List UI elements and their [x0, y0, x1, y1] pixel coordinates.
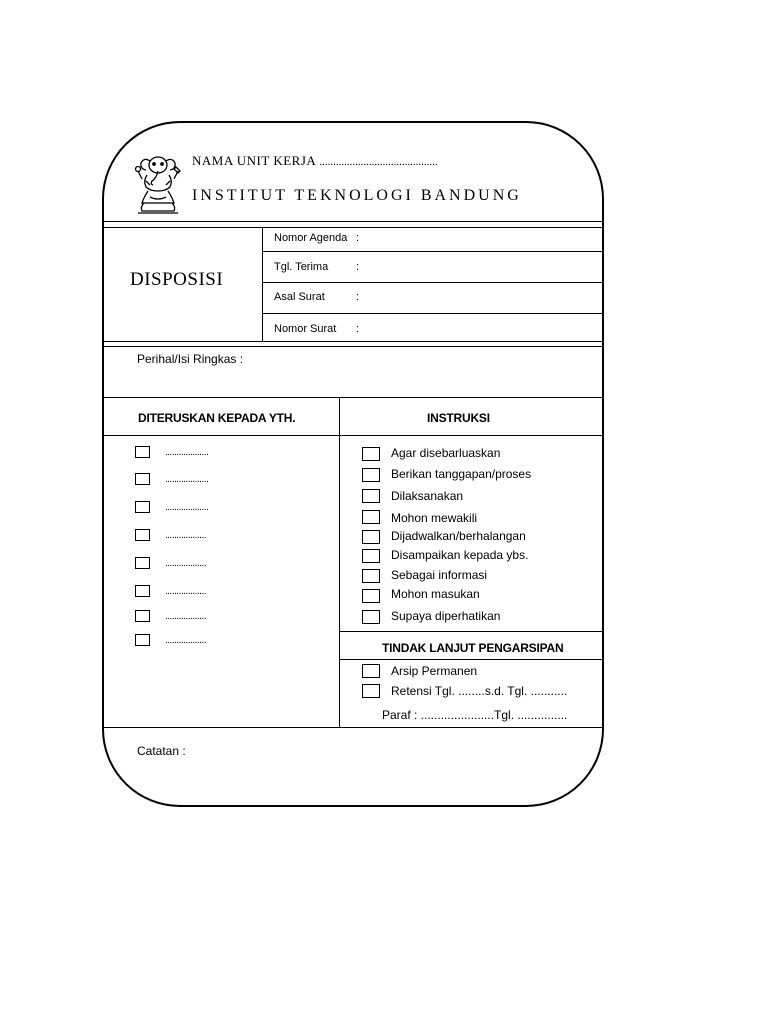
- field-separator: :: [356, 232, 360, 244]
- instruction-label: Supaya diperhatikan: [391, 609, 501, 623]
- recipient-checkbox[interactable]: [135, 446, 150, 458]
- section-divider-2: [104, 346, 604, 347]
- field-separator: :: [356, 323, 360, 335]
- field-divider: [262, 251, 604, 252]
- instruction-checkbox[interactable]: [362, 510, 380, 524]
- instruction-label: Dilaksanakan: [391, 489, 464, 503]
- recipient-checkbox[interactable]: [135, 634, 150, 646]
- recipient-blank: ...................: [165, 447, 209, 458]
- instruction-checkbox[interactable]: [362, 549, 380, 563]
- instruction-label: Disampaikan kepada ybs.: [391, 548, 529, 562]
- institution-name: INSTITUT TEKNOLOGI BANDUNG: [192, 187, 522, 204]
- instruction-label: Sebagai informasi: [391, 568, 488, 582]
- section-divider: [104, 397, 604, 398]
- instruction-label: Mohon masukan: [391, 587, 480, 601]
- field-divider: [262, 313, 604, 314]
- archive-option-label: Retensi Tgl. ........s.d. Tgl. ...........: [391, 684, 568, 698]
- field-divider: [262, 282, 604, 283]
- instruction-checkbox[interactable]: [362, 489, 380, 503]
- recipient-blank: ..................: [165, 611, 207, 622]
- recipient-blank: ...................: [165, 502, 209, 513]
- recipient-checkbox[interactable]: [135, 529, 150, 541]
- disposition-form: [102, 121, 604, 807]
- disposisi-title: DISPOSISI: [130, 269, 224, 290]
- header-divider-2: [104, 227, 604, 228]
- recipient-blank: ..................: [165, 586, 207, 597]
- catatan-label: Catatan :: [137, 744, 186, 758]
- recipient-blank: ..................: [165, 558, 207, 569]
- instruction-checkbox[interactable]: [362, 589, 380, 603]
- column-divider: [339, 397, 340, 727]
- catatan-divider: [104, 727, 604, 728]
- instruction-checkbox[interactable]: [362, 447, 380, 461]
- recipient-checkbox[interactable]: [135, 501, 150, 513]
- unit-kerja-line: [192, 153, 438, 169]
- archive-divider: [339, 631, 604, 632]
- instruction-checkbox[interactable]: [362, 468, 380, 482]
- instruction-checkbox[interactable]: [362, 610, 380, 624]
- archive-checkbox[interactable]: [362, 684, 380, 698]
- instruction-label: Mohon mewakili: [391, 511, 478, 525]
- archive-option-label: Arsip Permanen: [391, 664, 478, 678]
- instruction-label: Agar disebarluaskan: [391, 446, 501, 460]
- perihal-label: Perihal/Isi Ringkas :: [137, 352, 244, 366]
- section-divider: [104, 341, 604, 342]
- instruction-checkbox[interactable]: [362, 530, 380, 544]
- field-nomor-agenda-label: Nomor Agenda: [274, 232, 348, 244]
- heading-divider: [104, 435, 604, 436]
- disposisi-divider: [262, 227, 263, 341]
- recipient-blank: ..................: [165, 530, 207, 541]
- field-nomor-surat-label: Nomor Surat: [274, 323, 337, 335]
- recipient-checkbox[interactable]: [135, 473, 150, 485]
- field-separator: :: [356, 291, 360, 303]
- header-divider: [104, 221, 604, 222]
- archive-divider: [339, 659, 604, 660]
- recipient-blank: ..................: [165, 635, 207, 646]
- instruksi-heading: INSTRUKSI: [427, 411, 490, 425]
- unit-kerja-dots: ...........................................: [319, 156, 438, 168]
- recipient-checkbox[interactable]: [135, 610, 150, 622]
- itb-ganesha-logo-icon: [134, 151, 182, 217]
- instruction-label: Dijadwalkan/berhalangan: [391, 529, 526, 543]
- recipient-checkbox[interactable]: [135, 557, 150, 569]
- unit-kerja-label: NAMA UNIT KERJA: [192, 153, 316, 168]
- instruction-checkbox[interactable]: [362, 569, 380, 583]
- tindak-lanjut-heading: TINDAK LANJUT PENGARSIPAN: [382, 641, 564, 655]
- diteruskan-heading: DITERUSKAN KEPADA YTH.: [138, 411, 296, 425]
- archive-checkbox[interactable]: [362, 664, 380, 678]
- field-separator: :: [356, 261, 360, 273]
- field-tgl-terima-label: Tgl. Terima: [274, 261, 329, 273]
- recipient-blank: ...................: [165, 474, 209, 485]
- recipient-checkbox[interactable]: [135, 585, 150, 597]
- instruction-label: Berikan tanggapan/proses: [391, 467, 532, 481]
- field-asal-surat-label: Asal Surat: [274, 291, 325, 303]
- paraf-line: Paraf : ......................Tgl. ...............: [382, 708, 568, 722]
